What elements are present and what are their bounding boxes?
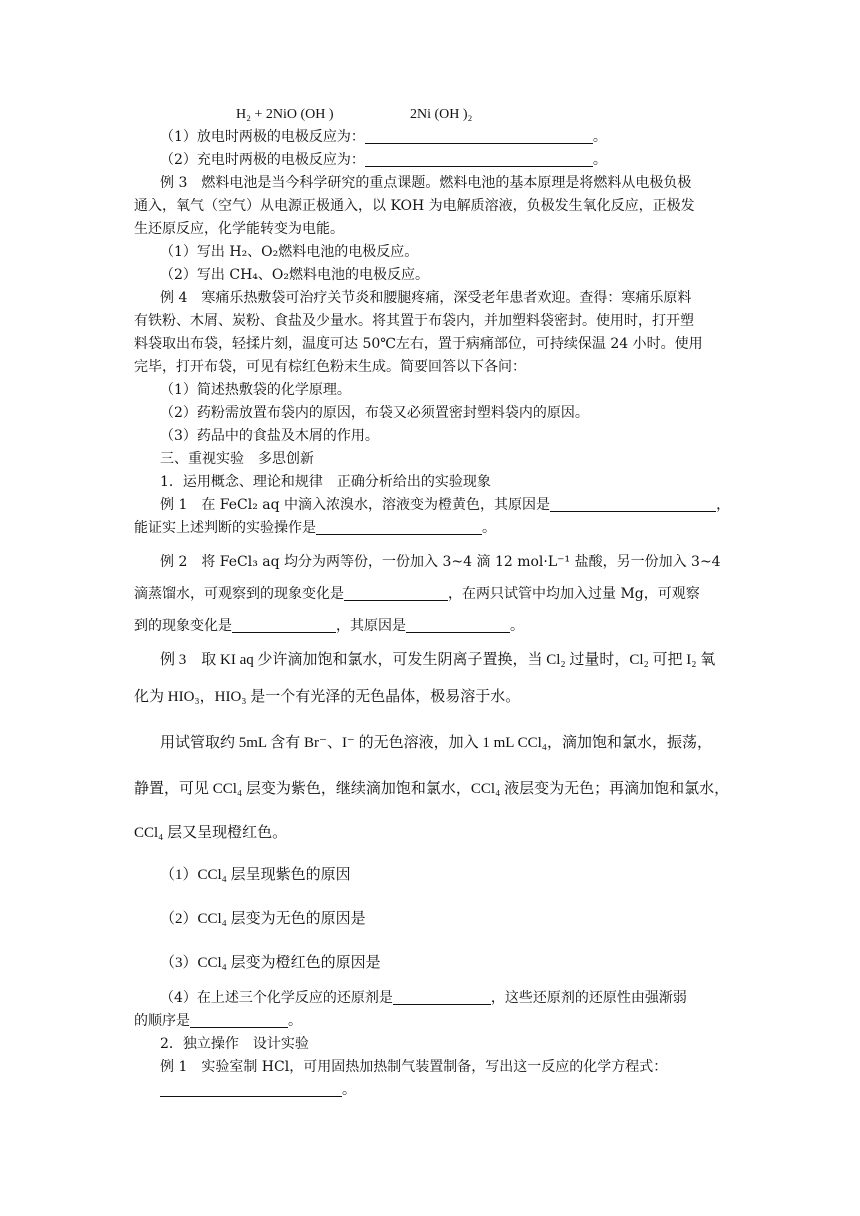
ex4-q3: （3）药品中的食盐及木屑的作用。 — [160, 428, 379, 444]
s1ex3-line2: 化为 HIO₃，HIO₃ 是一个有光泽的无色晶体，极易溶于水。 — [134, 689, 521, 705]
ex3-q2: （2）写出 CH₄、O₂燃料电池的电极反应。 — [160, 267, 429, 283]
s1ex1-line1: 例 1 在 FeCl₂ aq 中滴入浓溴水，溶液变为橙黄色，其原因是 ， — [160, 497, 731, 513]
answer-blank[interactable] — [393, 990, 491, 1005]
s2ex1-line2: 。 — [160, 1080, 356, 1100]
formula-left: H₂ + 2NiO (OH ) — [236, 107, 334, 122]
battery-q2: （2）充电时两极的电极反应为： 。 — [160, 152, 607, 168]
s1ex3-line4: 静置，可见 CCl₄ 层变为紫色，继续滴加饱和氯水，CCl₄ 液层变为无色；再滴加饱和氯水， — [134, 781, 730, 797]
answer-blank[interactable] — [344, 586, 448, 601]
ex4-line3: 料袋取出布袋，轻揉片刻，温度可达 50℃左右，置于病痛部位，可持续保温 24 小时。使用 — [134, 336, 703, 352]
section3-sub2: 2．独立操作 设计实验 — [160, 1036, 309, 1052]
s1ex3-line5: CCl₄ 层又呈现橙红色。 — [134, 825, 288, 841]
s1ex3-line1: 例 3 取 KI aq 少许滴加饱和氯水，可发生阴离子置换，当 Cl₂ 过量时，Cl₂ 可把 I₂ 氧 — [160, 652, 716, 668]
formula-right: 2Ni (OH )₂ — [410, 107, 473, 122]
answer-blank[interactable] — [365, 129, 593, 144]
ex4-line2: 有铁粉、木屑、炭粉、食盐及少量水。将其置于布袋内，并加塑料袋密封。使用时，打开塑 — [134, 313, 694, 329]
ex4-line1: 例 4 寒痛乐热敷袋可治疗关节炎和腰腿疼痛，深受老年患者欢迎。查得：寒痛乐原料 — [160, 290, 692, 306]
answer-blank[interactable] — [160, 1082, 342, 1097]
answer-blank[interactable] — [365, 152, 593, 167]
section3-title: 三、重视实验 多思创新 — [160, 451, 314, 467]
s1ex2-line1: 例 2 将 FeCl₃ aq 均分为两等份，一份加入 3~4 滴 12 mol·L⁻¹ 盐酸，另一份加入 3~4 — [160, 554, 721, 570]
s1ex1-line2: 能证实上述判断的实验操作是 。 — [134, 520, 496, 536]
answer-blank[interactable] — [190, 1013, 288, 1028]
ex3-line2: 通入，氧气（空气）从电源正极通入，以 KOH 为电解质溶液，负极发生氧化反应，正极发 — [134, 198, 695, 214]
answer-blank[interactable] — [406, 618, 510, 633]
s1ex3-q3: （3）CCl₄ 层变为橙红色的原因是 — [160, 955, 381, 971]
ex3-line3: 生还原反应，化学能转变为电能。 — [134, 221, 344, 237]
s1ex3-q4-line2: 的顺序是 。 — [134, 1013, 302, 1029]
answer-blank[interactable] — [550, 497, 716, 512]
s1ex2-line3: 到的现象变化是 ，其原因是 。 — [134, 618, 524, 634]
section3-sub1: 1．运用概念、理论和规律 正确分析给出的实验现象 — [160, 474, 491, 490]
ex4-q1: （1）简述热敷袋的化学原理。 — [160, 382, 351, 398]
ex4-q2: （2）药粉需放置布袋内的原因，布袋又必须置密封塑料袋内的原因。 — [160, 405, 589, 421]
ex3-q1: （1）写出 H₂、O₂燃料电池的电极反应。 — [160, 244, 419, 260]
answer-blank[interactable] — [316, 520, 482, 535]
s1ex2-line2: 滴蒸馏水，可观察到的现象变化是 ，在两只试管中均加入过量 Mg，可观察 — [134, 586, 700, 602]
s1ex3-q2: （2）CCl₄ 层变为无色的原因是 — [160, 911, 366, 927]
ex3-line1: 例 3 燃料电池是当今科学研究的重点课题。燃料电池的基本原理是将燃料从电极负极 — [160, 175, 692, 191]
answer-blank[interactable] — [232, 618, 336, 633]
s1ex3-q4-line1: （4）在上述三个化学反应的还原剂是 ，这些还原剂的还原性由强渐弱 — [160, 990, 687, 1006]
s2ex1-line1: 例 1 实验室制 HCl，可用固热加热制气装置制备，写出这一反应的化学方程式： — [160, 1059, 668, 1075]
ex4-line4: 完毕，打开布袋，可见有棕红色粉末生成。简要回答以下各问： — [134, 359, 526, 375]
s1ex3-q1: （1）CCl₄ 层呈现紫色的原因 — [160, 867, 351, 883]
s1ex3-line3: 用试管取约 5mL 含有 Br⁻、I⁻ 的无色溶液，加入 1 mL CCl₄，滴加饱和氯水，振荡， — [160, 735, 713, 751]
battery-q1: （1）放电时两极的电极反应为： 。 — [160, 129, 607, 145]
